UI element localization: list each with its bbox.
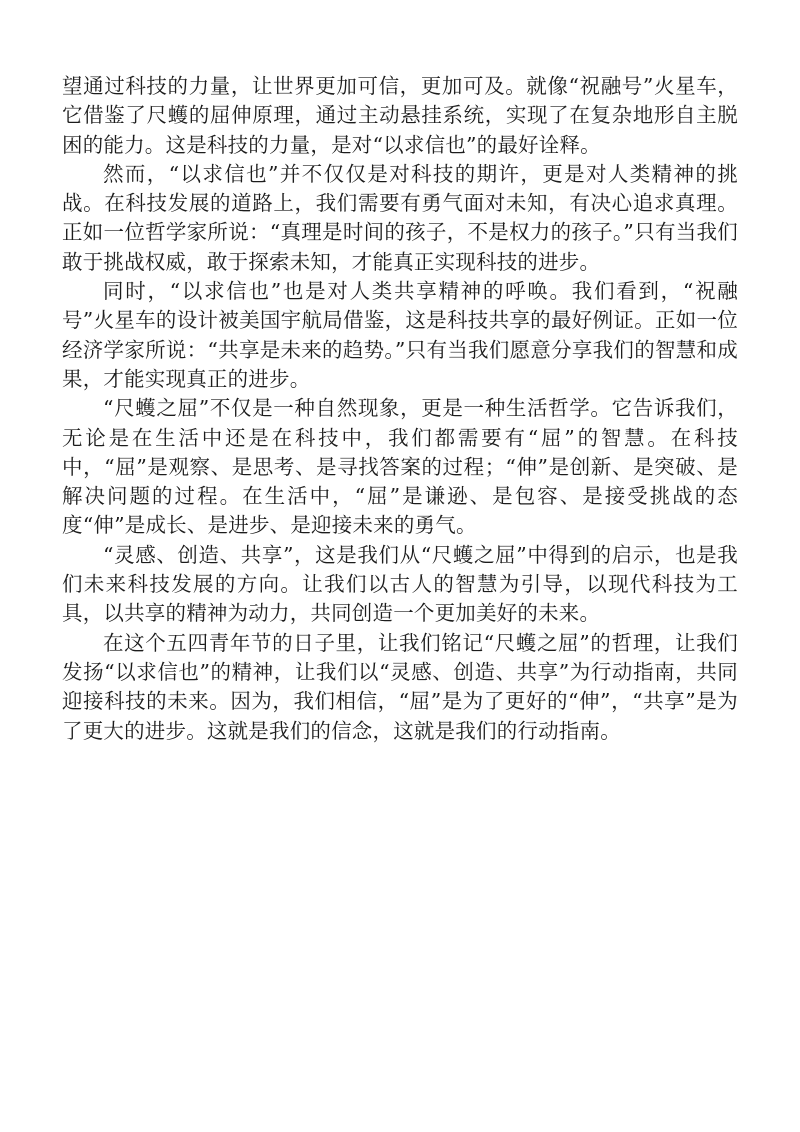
paragraph: “灵感、创造、共享”，这是我们从“尺蠖之屈”中得到的启示，也是我们未来科技发展的方向。让我们以古人的智慧为引导，以现代科技为工具，以共享的精神为动力，共同创造一个更加美好的未来。 <box>62 542 738 626</box>
paragraph: 在这个五四青年节的日子里，让我们铭记“尺蠖之屈”的哲理，让我们发扬“以求信也”的精神，让我们以“灵感、创造、共享”为行动指南，共同迎接科技的未来。因为，我们相信，“屈”是为了更好的“伸”，“共享”是为了更大的进步。这就是我们的信念，这就是我们的行动指南。 <box>62 630 738 743</box>
essay-body <box>62 72 738 746</box>
paragraph-continued: 望通过科技的力量，让世界更加可信，更加可及。就像“祝融号”火星车，它借鉴了尺蠖的屈伸原理，通过主动悬挂系统，实现了在复杂地形自主脱困的能力。这是科技的力量，是对“以求信也”的最好诠释。 <box>62 74 738 157</box>
paragraph: “尺蠖之屈”不仅是一种自然现象，更是一种生活哲学。它告诉我们，无论是在生活中还是在科技中，我们都需要有“屈”的智慧。在科技中，“屈”是观察、是思考、是寻找答案的过程；“伸”是创新、是突破、是解决问题的过程。在生活中，“屈”是谦逊、是包容、是接受挑战的态度“伸”是成长、是进步、是迎接未来的勇气。 <box>62 396 738 538</box>
paragraph: 然而，“以求信也”并不仅仅是对科技的期许，更是对人类精神的挑战。在科技发展的道路上，我们需要有勇气面对未知，有决心追求真理。正如一位哲学家所说：“真理是时间的孩子，不是权力的孩子。”只有当我们敢于挑战权威，敢于探索未知，才能真正实现科技的进步。 <box>62 161 738 274</box>
paragraph: 同时，“以求信也”也是对人类共享精神的呼唤。我们看到，“祝融号”火星车的设计被美国宇航局借鉴，这是科技共享的最好例证。正如一位经济学家所说：“共享是未来的趋势。”只有当我们愿意分享我们的智慧和成果，才能实现真正的进步。 <box>62 279 738 391</box>
